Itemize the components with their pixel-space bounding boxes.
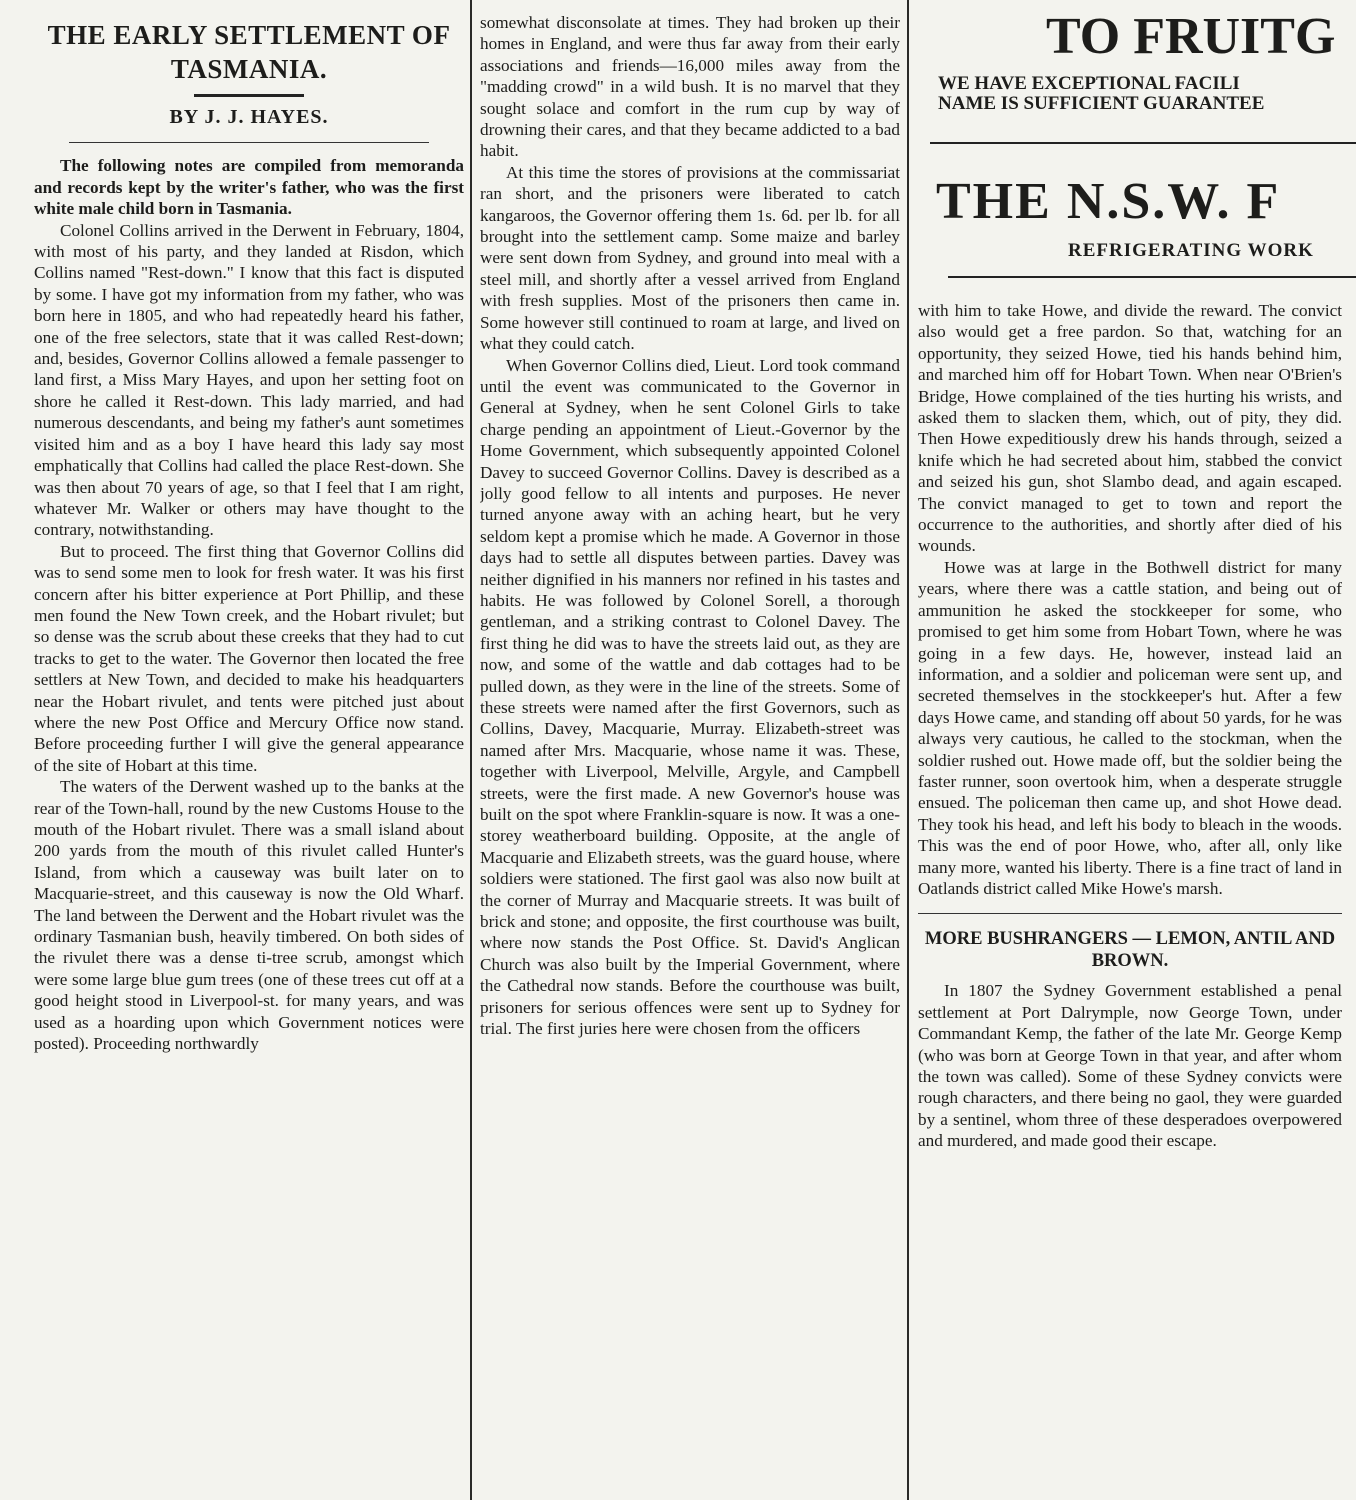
- advert-rule: [948, 276, 1356, 278]
- headline-rule: [194, 94, 304, 97]
- article-paragraph: The following notes are compiled from memoranda and records kept by the writer's father, who was the first white male child born in Tasmania.: [34, 156, 464, 219]
- article-paragraph: Howe was at large in the Bothwell district for many years, where there was a cattle station, and being out of ammunition he asked the stockkeeper for some, who promised to get him some from Hobart Town, where he was going in a few days. He, however, instead laid an information, and a soldier and policeman were sent up, and secreted themselves in the stockkeeper's hut. After a few days Howe came, and standing off about 50 yards, for he was always very cautious, he called to the stockman, when the soldier rushed out. Howe made off, but the soldier being the faster runner, soon overtook him, when a desperate struggle ensued. The policeman then came up, and shot Howe dead. They took his head, and left his body to bleach in the woods. This was the end of poor Howe, who, after all, only like many more, wanted his liberty. There is a fine tract of land in Oatlands district called Mike Howe's marsh.: [918, 557, 1342, 898]
- advert-subtitle-line: NAME IS SUFFICIENT GUARANTEE: [938, 93, 1265, 114]
- section-rule: [918, 913, 1342, 914]
- advert-subtitle-line: WE HAVE EXCEPTIONAL FACILI: [938, 73, 1240, 94]
- article-paragraph: The waters of the Derwent washed up to the banks at the rear of the Town-hall, round by the new Customs House to the mouth of the Hobart rivulet. There was a small island about 200 yards from the mouth of this rivulet called Hunter's Island, from which a causeway was built later on to Macquarie-street, and this causeway is now the Old Wharf. The land between the Derwent and the Hobart rivulet was the ordinary Tasmanian bush, heavily timbered. On both sides of the rivulet there was a dense ti-tree scrub, amongst which were some large blue gum trees (one of these trees cut off at a good height stood in Liverpool-st. for many years, and was used as a hoarding upon which Government notices were posted). Proceeding northwardly: [34, 777, 464, 1054]
- advert-title: THE N.S.W. F: [936, 173, 1281, 230]
- article-paragraph: In 1807 the Sydney Government established a penal settlement at Port Dalrymple, now George Town, under Commandant Kemp, the father of the late Mr. George Kemp (who was born at George Town in that year, and after whom the town was called). Some of these Sydney convicts were rough characters, and there being no gaol, they were guarded by a sentinel, whom three of these desperadoes overpowered and murdered, and made good their escape.: [918, 981, 1342, 1151]
- article-paragraph: When Governor Collins died, Lieut. Lord took command until the event was communicated to the Governor in General at Sydney, when he sent Colonel Girls to take charge pending an appointment of Lieut.-Governor by the Home Government, which subsequently appointed Colonel Davey to succeed Governor Collins. Davey is described as a jolly good fellow to all intents and purposes. He never turned anyone away with an aching heart, but he very seldom kept a promise which he made. A Governor in those days had to settle all disputes between parties. Davey was neither dignified in his manners nor refined in his tastes and habits. He was followed by Colonel Sorell, a thorough gentleman, and a striking contrast to Colonel Davey. The first thing he did was to have the streets laid out, as they are now, and some of the wattle and dab cottages had to be pulled down, as they were in the line of the streets. Some of these streets were named after the first Governors, such as Collins, Davey, Macquarie, Murray. Elizabeth-street was named after Mrs. Macquarie, whose name it was. These, together with Liverpool, Melville, Argyle, and Campbell streets, were the first made. A new Governor's house was built on the spot where Franklin-square is now. It was a one-storey weatherboard building. Opposite, at the angle of Macquarie and Elizabeth streets, was the guard house, where soldiers were stationed. The first gaol was also now built at the corner of Murray and Macquarie streets. It was built of brick and stone; and opposite, the first courthouse was built, where now stands the Post Office. St. David's Anglican Church was also built by the Imperial Government, where the Cathedral now stands. Before the courthouse was built, prisoners for serious offences were sent up to Sydney for trial. The first juries here were chosen from the officers: [480, 355, 900, 1039]
- column-rule: [470, 0, 472, 1500]
- advert-title: TO FRUITG: [1046, 8, 1336, 65]
- advert-subtitle: REFRIGERATING WORK: [1068, 240, 1314, 261]
- advert-rule: [930, 142, 1356, 144]
- article-paragraph: with him to take Howe, and divide the reward. The convict also would get a free pardon. So that, watching for an opportunity, they seized Howe, tied his hands behind him, and marched him off for Hobart Town. When near O'Brien's Bridge, Howe complained of the ties hurting his wrists, and asked them to slacken them, which, out of pity, they did. Then Howe expeditiously drew his hands through, seized a knife which he had secreted about him, stabbed the convict and seized his gun, shot Slambo dead, and again escaped. The convict managed to get to town and report the occurrence to the authorities, and shortly after died of his wounds.: [918, 301, 1342, 556]
- article-column-3: [918, 300, 1342, 1500]
- column-rule: [907, 0, 909, 1500]
- advert-subtitle: [938, 74, 1264, 114]
- article-paragraph: But to proceed. The first thing that Governor Collins did was to send some men to look for fresh water. It was his first concern after his bitter experience at Port Phillip, and these men found the New Town creek, and the Hobart rivulet; but so dense was the scrub about these creeks that they had to cut tracks to get to the water. The Governor then located the free settlers at New Town, and decided to make his headquarters near the Hobart rivulet, and tents were pitched just about where the new Post Office and Mercury Office now stand. Before proceeding further I will give the general appearance of the site of Hobart at this time.: [34, 541, 464, 775]
- article-headline: THE EARLY SETTLEMENT OF TASMANIA.: [47, 20, 451, 84]
- article-column-1: [34, 12, 464, 1500]
- article-byline: BY J. J. HAYES.: [169, 106, 329, 128]
- byline-rule: [69, 142, 429, 143]
- advertisement: [918, 0, 1356, 290]
- article-paragraph: Colonel Collins arrived in the Derwent in February, 1804, with most of his party, and they landed at Risdon, which Collins named "Rest-down." I know that this fact is disputed by some. I have got my information from my father, who was born here in 1805, and who had repeatedly heard his father, one of the free selectors, state that it was called Rest-down; and, besides, Governor Collins allowed a female passenger to land first, a Miss Mary Hayes, and upon her setting foot on shore he called it Rest-down. This lady married, and had numerous descendants, and being my father's aunt sometimes visited him and as a boy I have heard this lady say most emphatically that Collins had called the place Rest-down. She was then about 70 years of age, so that I feel that I am right, whatever Mr. Walker or others may have thought to the contrary, notwithstanding.: [34, 220, 464, 540]
- section-subheading: MORE BUSHRANGERS — LEMON, ANTIL AND BROWN.: [924, 929, 1336, 972]
- article-paragraph: somewhat disconsolate at times. They had broken up their homes in England, and were thus far away from their early associations and friends—16,000 miles away from the "madding crowd" in a wild bush. It is no marvel that they sought solace and comfort in the rum cup by way of drowning their cares, and that they became addicted to a bad habit.: [480, 13, 900, 161]
- article-paragraph: At this time the stores of provisions at the commissariat ran short, and the prisoners were liberated to catch kangaroos, the Governor offering them 1s. 6d. per lb. for all brought into the settlement camp. Some maize and barley were sent down from Sydney, and ground into meal with a steel mill, and shortly after a vessel arrived from England with fresh supplies. Most of the prisoners then came in. Some however still continued to roam at large, and lived on what they could catch.: [480, 162, 900, 354]
- article-column-2: [480, 12, 900, 1500]
